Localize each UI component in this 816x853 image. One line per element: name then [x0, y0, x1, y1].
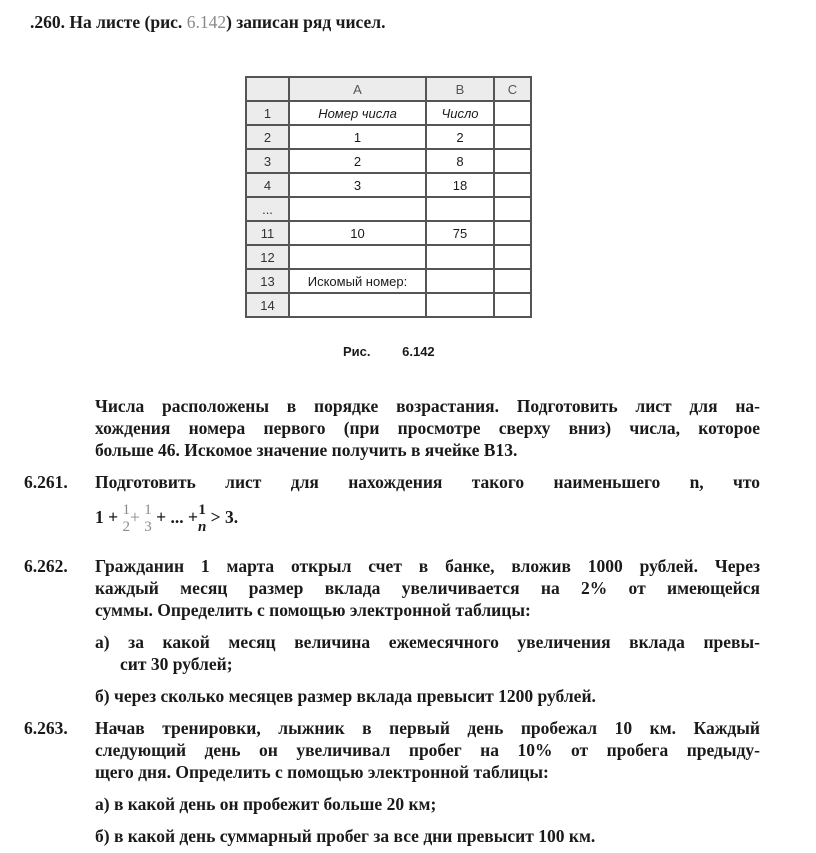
column-header: C [494, 77, 531, 101]
row-header: 2 [246, 125, 289, 149]
cell [494, 245, 531, 269]
table-row [246, 221, 531, 245]
problem-260-text: хождения номера первого (при просмотре сверху вниз) числа, которое [95, 418, 760, 438]
table-row [246, 269, 531, 293]
problem-261-number: 6.261. [24, 472, 68, 492]
cell [426, 269, 494, 293]
table-row [246, 125, 531, 149]
problem-262-text: Гражданин 1 марта открыл счет в банке, вложив 1000 рублей. Через [95, 556, 760, 576]
cell [494, 293, 531, 317]
table-row [246, 149, 531, 173]
cell: 1 [289, 125, 426, 149]
row-header: 3 [246, 149, 289, 173]
problem-262-number: 6.262. [24, 556, 68, 576]
problem-263-text: щего дня. Определить с помощью электронной таблицы: [95, 762, 549, 782]
problem-263-text: Начав тренировки, лыжник в первый день пробежал 10 км. Каждый [95, 718, 760, 738]
table-row [246, 173, 531, 197]
problem-262-a: сит 30 рублей; [120, 654, 233, 674]
cell [289, 245, 426, 269]
row-header: ... [246, 197, 289, 221]
cell: Искомый номер: [289, 269, 426, 293]
cell [289, 197, 426, 221]
problem-263-text: следующий день он увеличивал пробег на 10% от пробега предыду- [95, 740, 760, 760]
problem-260-text: Числа расположены в порядке возрастания. Подготовить лист для на- [95, 396, 760, 416]
row-header: 13 [246, 269, 289, 293]
cell [494, 125, 531, 149]
table-row [246, 293, 531, 317]
cell [494, 269, 531, 293]
problem-262-text: каждый месяц размер вклада увеличивается на 2% от имеющейся [95, 578, 760, 598]
cell: 8 [426, 149, 494, 173]
cell: 10 [289, 221, 426, 245]
problem-262-a: а) за какой месяц величина ежемесячного увеличения вклада превы- [95, 632, 760, 652]
column-header: B [426, 77, 494, 101]
corner-cell [246, 77, 289, 101]
cell: 18 [426, 173, 494, 197]
row-header: 14 [246, 293, 289, 317]
problem-261-formula: 1 + 1 2 + 1 3 + ... + 1 n > 3. [95, 502, 239, 535]
cell [494, 221, 531, 245]
cell: 2 [426, 125, 494, 149]
cell [426, 293, 494, 317]
cell [426, 245, 494, 269]
table-row [246, 101, 531, 125]
row-header: 11 [246, 221, 289, 245]
problem-263-number: 6.263. [24, 718, 68, 738]
row-header: 1 [246, 101, 289, 125]
cell: 75 [426, 221, 494, 245]
column-header: A [289, 77, 426, 101]
cell [494, 197, 531, 221]
problem-262-text: суммы. Определить с помощью электронной таблицы: [95, 600, 531, 620]
cell: Номер числа [289, 101, 426, 125]
cell: Число [426, 101, 494, 125]
problem-260-text: больше 46. Искомое значение получить в ячейке B13. [95, 440, 518, 460]
cell [494, 101, 531, 125]
cell: 3 [289, 173, 426, 197]
problem-260-heading: .260. На листе (рис. 6.142) записан ряд чисел. [30, 12, 386, 32]
problem-262-b: б) через сколько месяцев размер вклада превысит 1200 рублей. [95, 686, 596, 706]
cell [426, 197, 494, 221]
figure-caption: Рис. 6.142 [343, 344, 435, 359]
table-row [246, 197, 531, 221]
cell: 2 [289, 149, 426, 173]
table-row [246, 245, 531, 269]
problem-261-text: Подготовить лист для нахождения такого наименьшего n, что [95, 472, 760, 492]
spreadsheet-figure [245, 76, 532, 318]
cell [494, 149, 531, 173]
problem-263-b: б) в какой день суммарный пробег за все дни превысит 100 км. [95, 826, 596, 846]
cell [289, 293, 426, 317]
problem-263-a: а) в какой день он пробежит больше 20 км; [95, 794, 437, 814]
cell [494, 173, 531, 197]
row-header: 4 [246, 173, 289, 197]
row-header: 12 [246, 245, 289, 269]
